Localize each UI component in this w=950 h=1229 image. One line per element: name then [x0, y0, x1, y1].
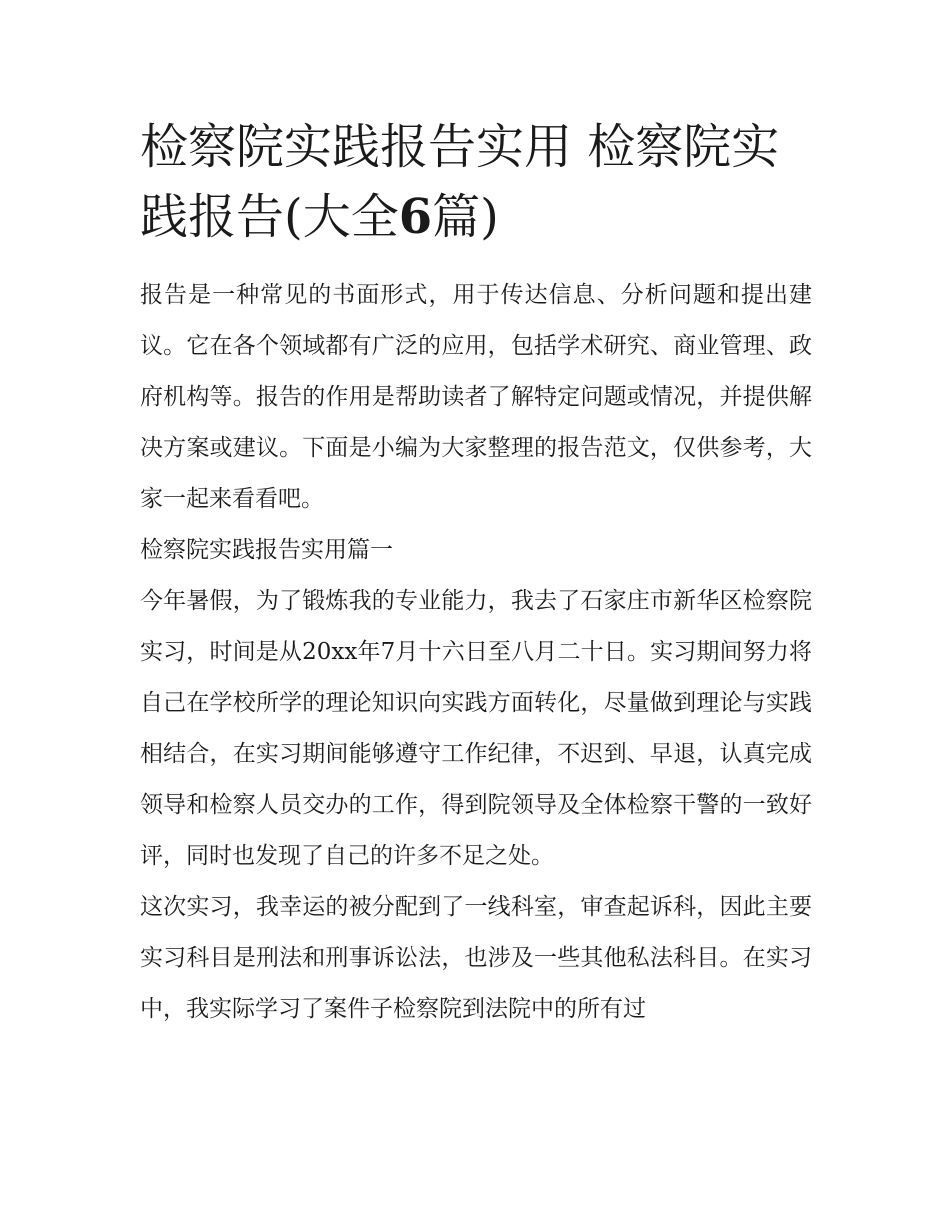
title-text: 检察院实践报告实用 检察院实践报告(大全: [140, 119, 780, 245]
body-paragraph-2: 这次实习，我幸运的被分配到了一线科室，审查起诉科，因此主要实习科目是刑法和刑事诉讼法，也涉及一些其他私法科目。在实习中，我实际学习了案件子检察院到法院中的所有过: [140, 894, 812, 1022]
body-paragraph-1: 今年暑假，为了锻炼我的专业能力，我去了石家庄市新华区检察院实习，时间是从20xx年7月十六日至八月二十日。实习期间努力将自己在学校所学的理论知识向实践方面转化，尽量做到理论与实践相结合，在实习期间能够遵守工作纪律，不迟到、早退，认真完成领导和检察人员交办的工作，得到院领导及全体检察干警的一致好评，同时也发现了自己的许多不足之处。: [140, 588, 812, 869]
document-body: [140, 270, 812, 1035]
title-suffix: 篇): [432, 189, 499, 245]
section-heading: 检察院实践报告实用篇一: [140, 537, 393, 563]
intro-paragraph: 报告是一种常见的书面形式，用于传达信息、分析问题和提出建议。它在各个领域都有广泛的应用，包括学术研究、商业管理、政府机构等。报告的作用是帮助读者了解特定问题或情况，并提供解决方案或建议。下面是小编为大家整理的报告范文，仅供参考，大家一起来看看吧。: [140, 282, 812, 512]
title-number: 6: [398, 189, 433, 245]
document-title: [140, 112, 812, 252]
document-page: [140, 112, 812, 1035]
